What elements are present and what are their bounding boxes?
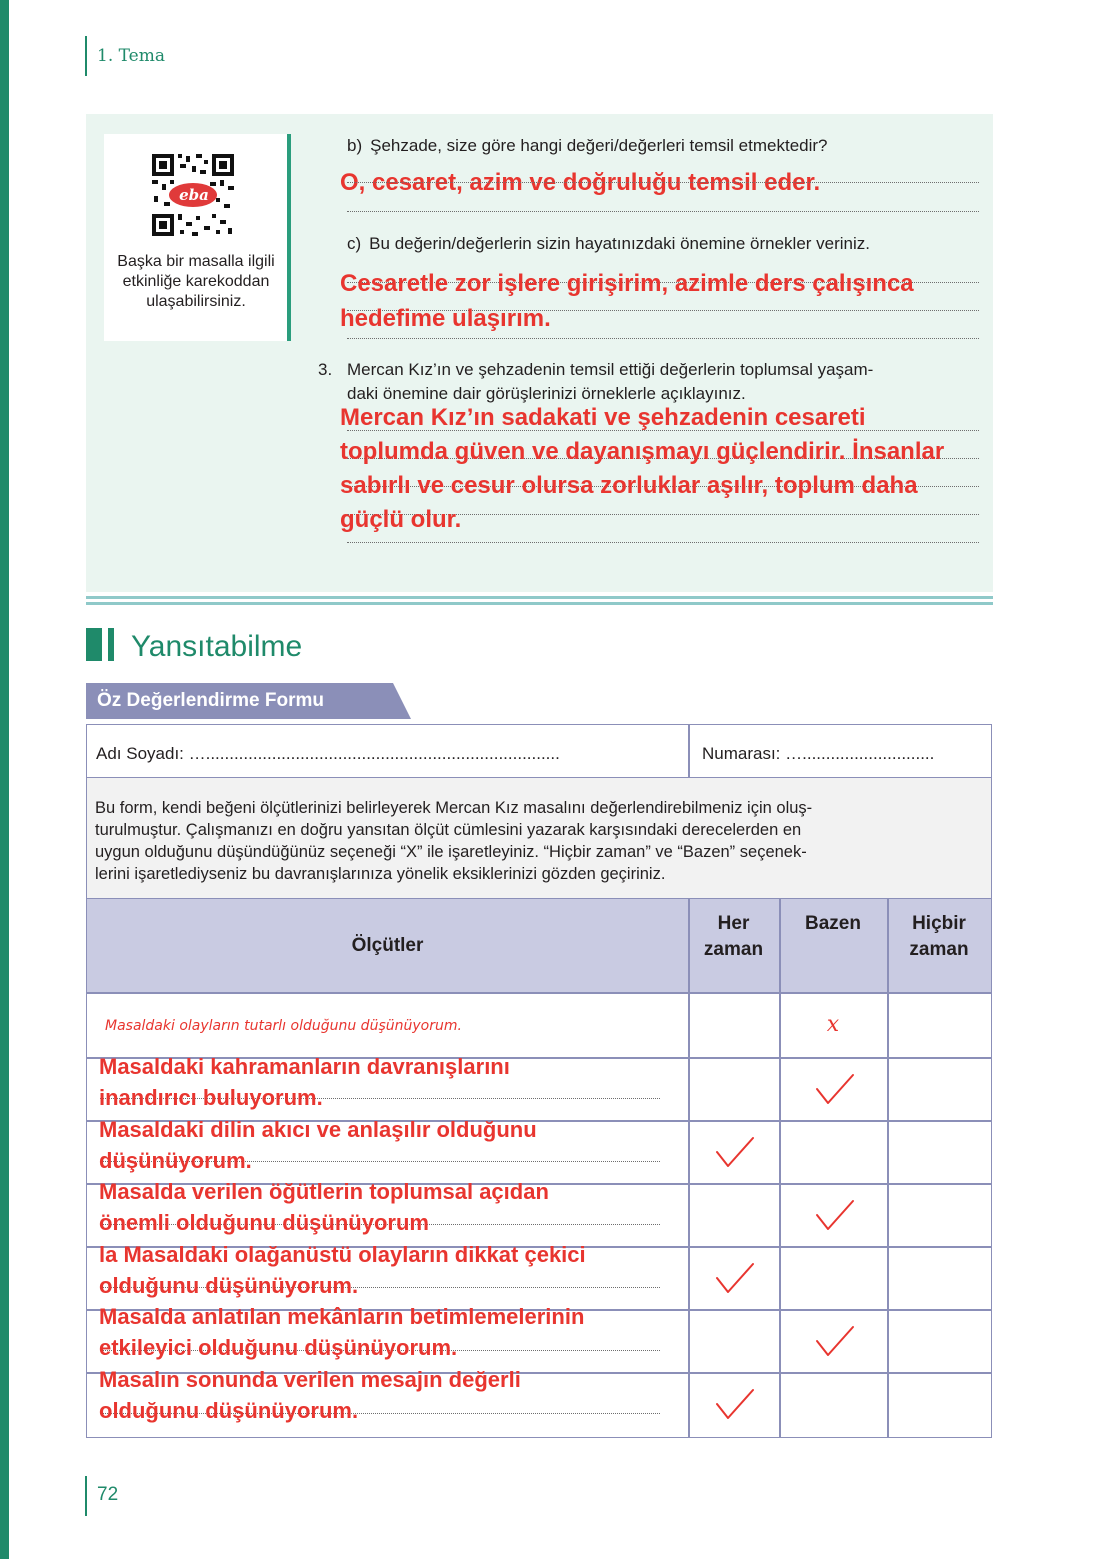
question-b-text: Şehzade, size göre hangi değeri/değerleri temsil etmektedir? — [370, 136, 828, 155]
table-divider — [688, 724, 690, 778]
answer-3-line-2: toplumda güven ve dayanışmayı güçlendirir. İnsanlar — [340, 438, 945, 465]
question-3-line-1: Mercan Kız’ın ve şehzadenin temsil ettiği değerlerin toplumsal yaşam- — [347, 360, 874, 379]
theme-header: 1. Tema — [97, 46, 165, 66]
eba-logo: eba — [179, 186, 209, 204]
never-column-header — [887, 911, 991, 963]
table-divider — [688, 898, 690, 1438]
criterion-line-1: Masalda anlatılan mekânların betimlemelerinin — [99, 1304, 585, 1329]
question-c-letter: c) — [347, 234, 362, 253]
section-title: Yansıtabilme — [131, 630, 303, 663]
description-line: lerini işaretlediyseniz bu davranışlarınıza yönelik eksiklerinizi gözden geçiriniz. — [95, 865, 666, 883]
check-mark-icon[interactable] — [715, 1388, 755, 1422]
form-description — [95, 797, 983, 885]
criterion-row-6 — [99, 1364, 521, 1426]
criterion-row-1 — [99, 1051, 510, 1113]
criterion-line-2: düşünüyorum. — [99, 1148, 252, 1173]
table-divider — [887, 898, 889, 1438]
number-field[interactable]: Numarası: …............................ — [702, 744, 935, 763]
table-divider — [86, 992, 992, 994]
answer-c-line-1: Cesaretle zor işlere girişirim, azimle ders çalışınca — [340, 270, 914, 297]
criterion-line-2: olduğunu düşünüyorum. — [99, 1398, 359, 1423]
answer-b: O, cesaret, azim ve doğruluğu temsil eder. — [340, 169, 821, 196]
header-divider — [85, 36, 87, 76]
always-header-line-2: zaman — [703, 939, 764, 960]
check-mark-icon[interactable] — [815, 1073, 855, 1107]
answer-3-line-3: sabırlı ve cesur olursa zorluklar aşılır, toplum daha — [340, 472, 918, 499]
qr-caption: Başka bir masalla ilgili etkinliğe karekoddan ulaşabilirsiniz. — [117, 253, 275, 310]
answer-line — [347, 542, 979, 543]
criterion-line-1: Masalda verilen öğütlerin toplumsal açıdan — [99, 1179, 549, 1204]
description-line: turulmuştur. Çalışmanızı en doğru yansıtan ölçüt cümlesini yazarak karşısındaki derecelerden en — [95, 821, 802, 839]
page-edge-bar — [0, 0, 9, 1559]
criterion-row-5 — [99, 1301, 584, 1363]
sometimes-column-header: Bazen — [805, 913, 861, 934]
criterion-line-2: inandırıcı buluyorum. — [99, 1085, 323, 1110]
question-b-letter: b) — [347, 136, 363, 155]
page-number: 72 — [97, 1484, 119, 1505]
panel-divider-top — [86, 596, 993, 599]
criterion-line-1: Masaldaki kahramanların davranışlarını — [99, 1054, 510, 1079]
check-mark-icon[interactable] — [715, 1136, 755, 1170]
answer-line — [347, 211, 979, 212]
check-mark-icon[interactable] — [715, 1262, 755, 1296]
check-mark-icon[interactable] — [815, 1325, 855, 1359]
answer-line — [347, 338, 979, 339]
criterion-row-3 — [99, 1176, 549, 1238]
criterion-line-2: olduğunu düşünüyorum. — [99, 1273, 359, 1298]
section-marker — [86, 628, 102, 661]
never-header-line-2: zaman — [909, 939, 969, 960]
example-mark: x — [826, 1012, 840, 1037]
question-3-line-2: daki önemine dair görüşlerinizi örneklerle açıklayınız. — [347, 384, 746, 403]
criterion-row-4 — [99, 1239, 586, 1301]
footer-divider — [85, 1476, 87, 1516]
never-header-line-1: Hiçbir — [912, 913, 966, 934]
description-line: uygun olduğunu düşündüğünüz seçeneği “X” ile işaretleyiniz. “Hiçbir zaman” ve “Bazen” seçenek- — [95, 843, 807, 861]
always-column-header — [688, 911, 779, 963]
description-line: Bu form, kendi beğeni ölçütlerinizi belirleyerek Mercan Kız masalını değerlendirebilmeniz için oluş- — [95, 799, 813, 817]
always-header-line-1: Her — [717, 913, 750, 934]
example-criterion: Masaldaki olayların tutarlı olduğunu düşünüyorum. — [105, 1018, 462, 1034]
question-c-text: Bu değerin/değerlerin sizin hayatınızdaki önemine örnekler veriniz. — [369, 234, 870, 253]
criterion-line-1: Masaldaki dilin akıcı ve anlaşılır olduğunu — [99, 1117, 537, 1142]
name-field[interactable]: Adı Soyadı: …........................................................................... — [96, 744, 560, 763]
form-tab-label: Öz Değerlendirme Formu — [97, 690, 324, 711]
answer-c-line-2: hedefime ulaşırım. — [340, 305, 551, 332]
criterion-row-2 — [99, 1114, 537, 1176]
answer-3-line-1: Mercan Kız’ın sadakati ve şehzadenin cesareti — [340, 404, 866, 431]
table-divider — [779, 898, 781, 1438]
answer-3-line-4: güçlü olur. — [340, 506, 462, 533]
criterion-line-1: Masalın sonunda verilen mesajın değerli — [99, 1367, 521, 1392]
section-marker-thin — [108, 628, 114, 661]
criterion-line-2: etkileyici olduğunu düşünüyorum. — [99, 1335, 458, 1360]
criterion-line-2: önemli olduğunu düşünüyorum — [99, 1210, 429, 1235]
question-3-number: 3. — [318, 360, 333, 379]
panel-divider-bottom — [86, 602, 993, 605]
criteria-column-header: Ölçütler — [351, 935, 424, 956]
question-c — [347, 234, 870, 254]
check-mark-icon[interactable] — [815, 1199, 855, 1233]
criterion-line-1: la Masaldaki olağanüstü olayların dikkat çekici — [99, 1242, 586, 1267]
question-b — [347, 136, 828, 156]
answer-line — [347, 182, 979, 183]
